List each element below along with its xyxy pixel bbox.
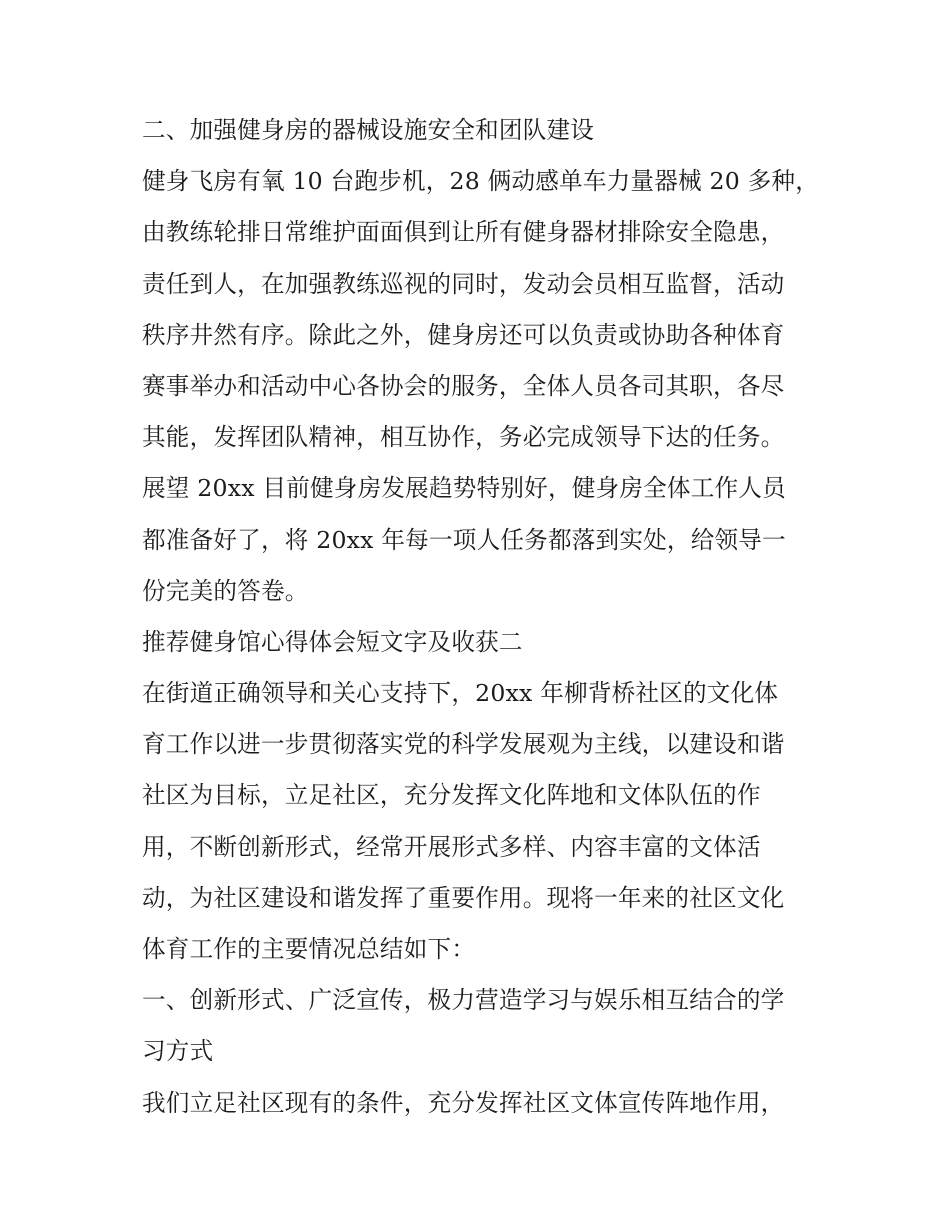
article-title: 推荐健身馆心得体会短文字及收获二	[142, 627, 523, 656]
paragraph-line: 用，不断创新形式，经常开展形式多样、内容丰富的文体活	[142, 832, 761, 861]
paragraph-line: 育工作以进一步贯彻落实党的科学发展观为主线，以建设和谐	[142, 730, 785, 759]
paragraph-line: 其能，发挥团队精神，相互协作，务必完成领导下达的任务。	[142, 423, 785, 452]
paragraph-line: 体育工作的主要情况总结如下：	[142, 935, 476, 963]
paragraph-line: 都准备好了，将 20xx 年每一项人任务都落到实处，给领导一	[142, 525, 786, 554]
paragraph-line: 展望 20xx 目前健身房发展趋势特别好，健身房全体工作人员	[142, 474, 786, 503]
paragraph-line: 在街道正确领导和关心支持下，20xx 年柳背桥社区的文化体	[142, 679, 779, 708]
document-body	[142, 111, 822, 1135]
paragraph-line: 动，为社区建设和谐发挥了重要作用。现将一年来的社区文化	[142, 883, 785, 912]
paragraph-line: 由教练轮排日常维护面面俱到让所有健身器材排除安全隐患，	[142, 218, 785, 247]
paragraph-line: 健身飞房有氧 10 台跑步机，28 俩动感单车力量器械 20 多种，	[142, 167, 820, 196]
section-heading: 一、创新形式、广泛宣传，极力营造学习与娱乐相互结合的学	[142, 986, 785, 1015]
paragraph-line: 社区为目标，立足社区，充分发挥文化阵地和文体队伍的作	[142, 781, 761, 810]
paragraph-line: 责任到人，在加强教练巡视的同时，发动会员相互监督，活动	[142, 269, 785, 298]
paragraph-line: 赛事举办和活动中心各协会的服务，全体人员各司其职，各尽	[142, 371, 785, 400]
paragraph-line: 我们立足社区现有的条件，充分发挥社区文体宣传阵地作用，	[142, 1088, 785, 1117]
paragraph-line: 秩序井然有序。除此之外，健身房还可以负责或协助各种体育	[142, 320, 785, 349]
section-heading-continued: 习方式	[142, 1037, 214, 1066]
paragraph-line: 份完美的答卷。	[142, 576, 309, 605]
section-heading: 二、加强健身房的器械设施安全和团队建设	[142, 116, 595, 144]
